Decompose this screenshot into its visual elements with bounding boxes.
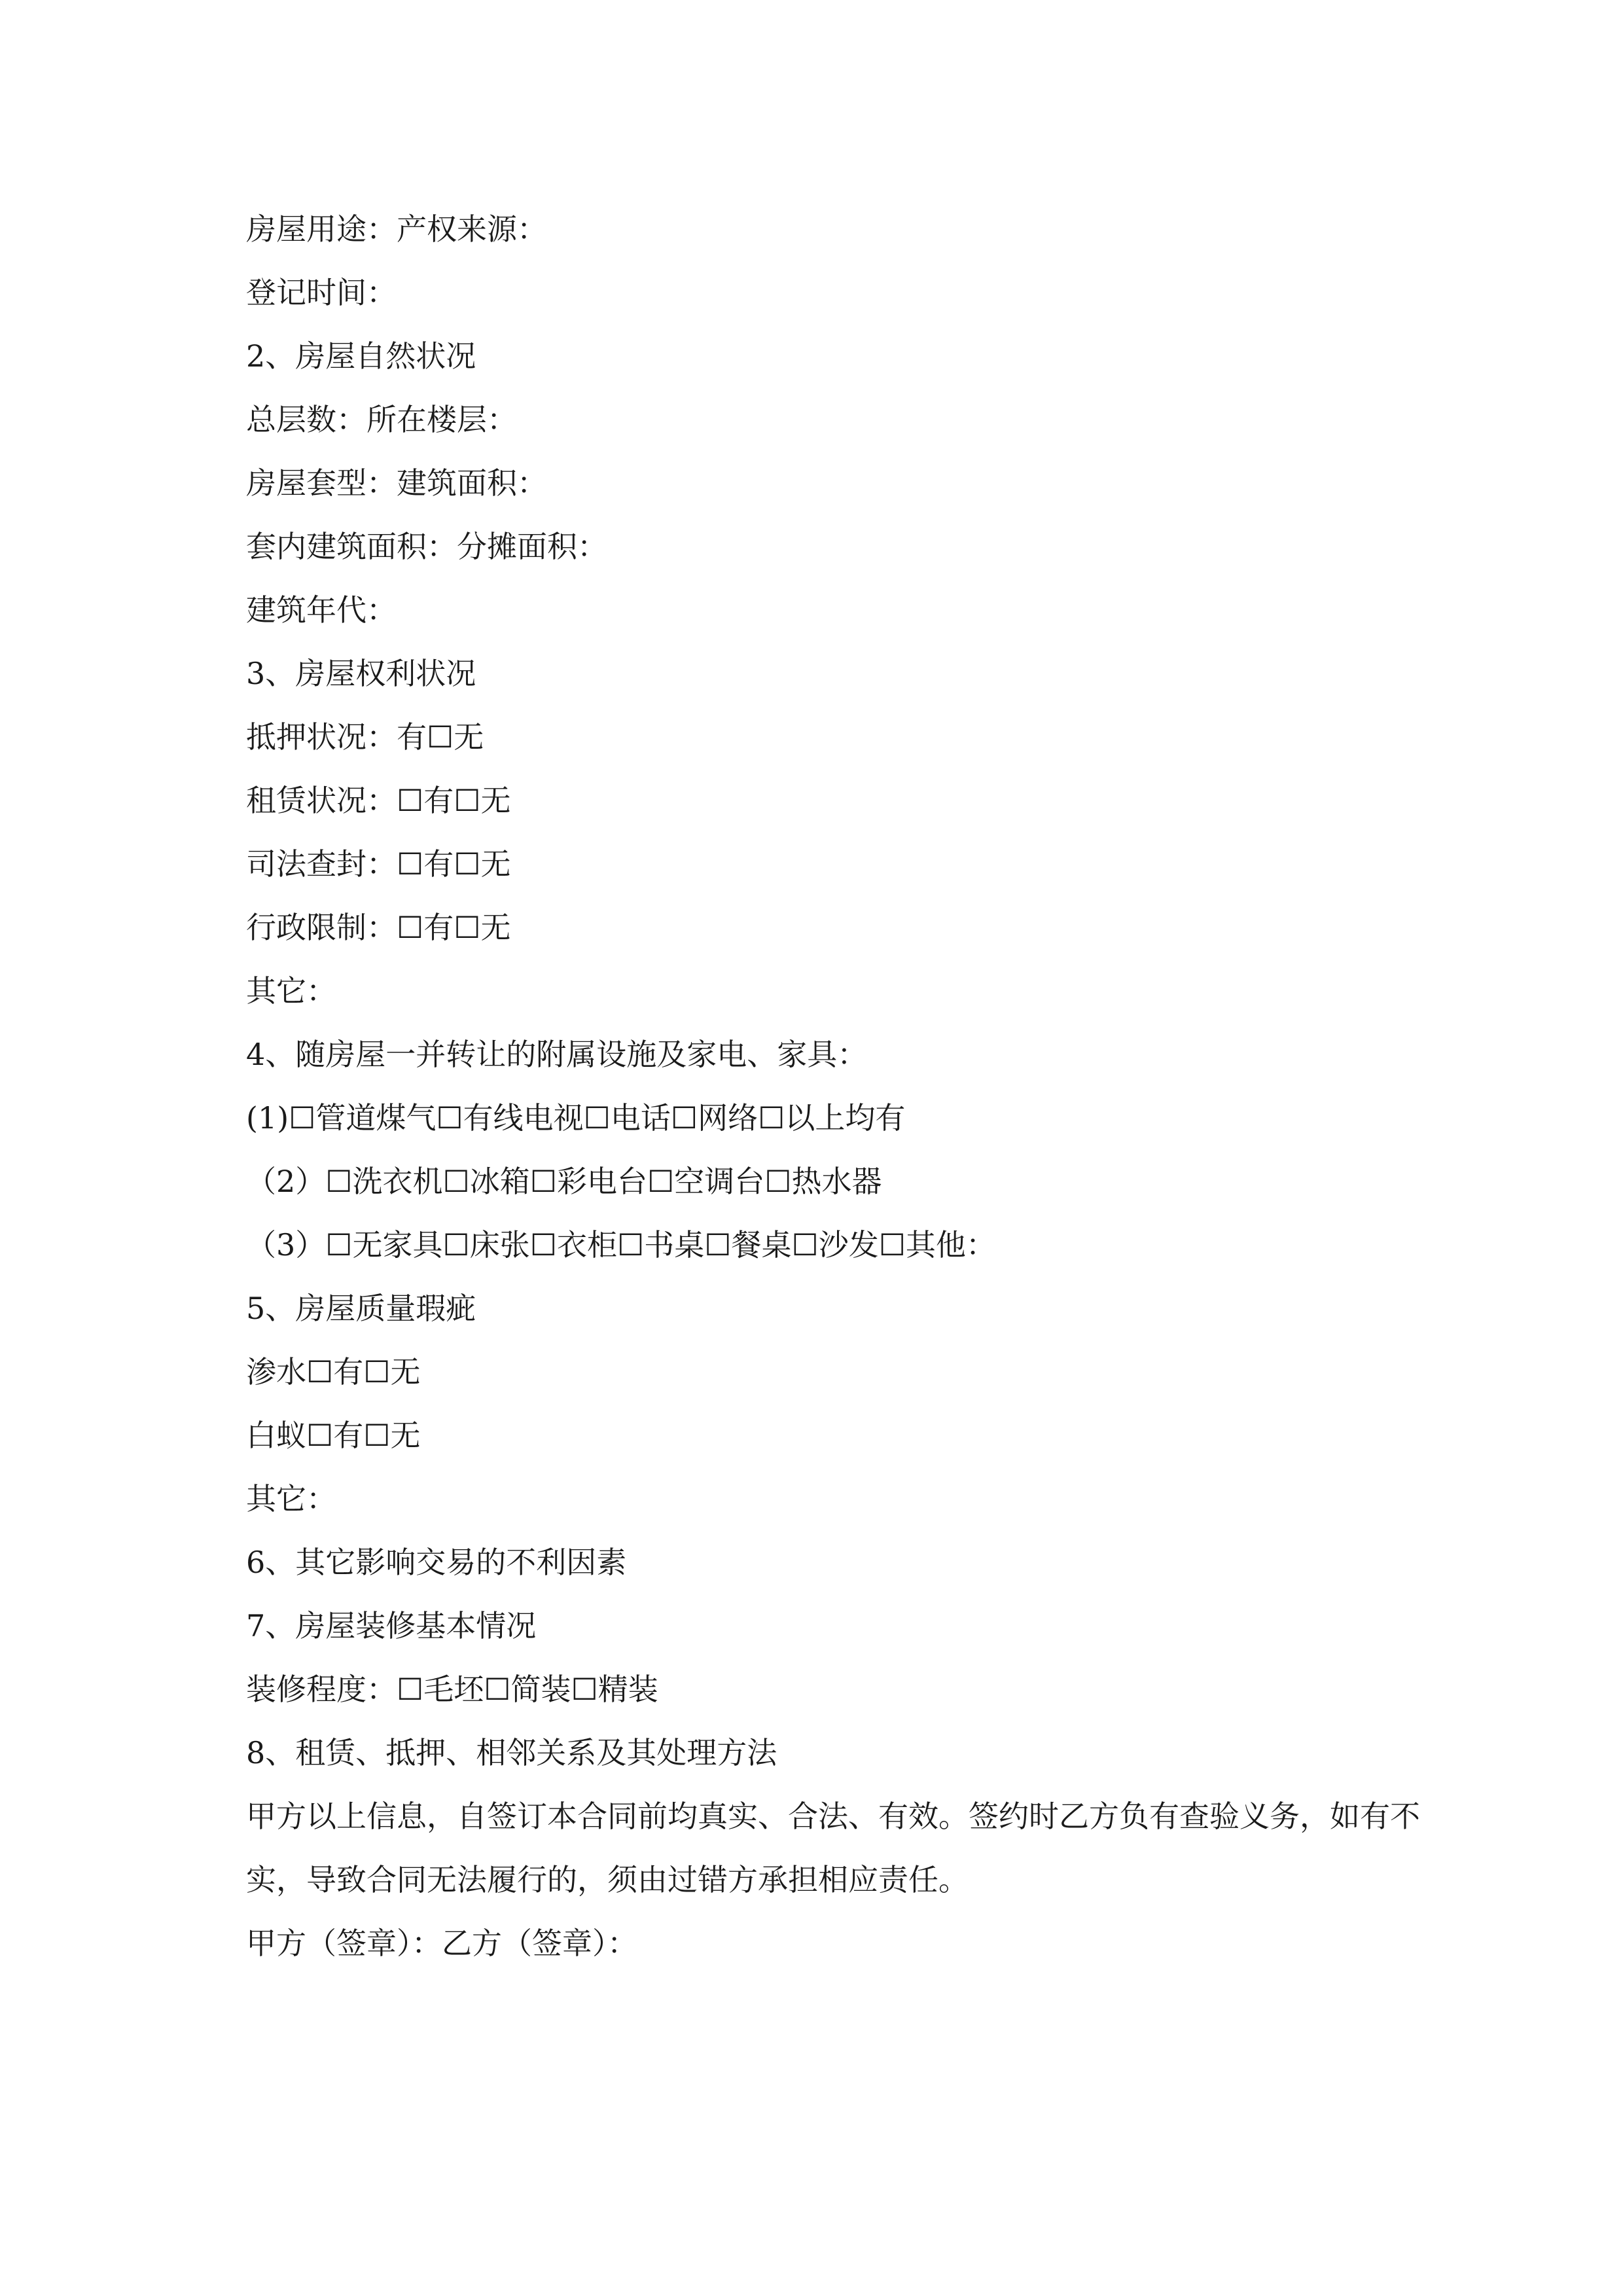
line-seepage: 渗水☐有☐无 (246, 1354, 421, 1390)
line-termites: 白蚁☐有☐无 (246, 1418, 421, 1453)
line-admin-restriction: 行政限制：☐有☐无 (246, 910, 511, 945)
line-inner-area: 套内建筑面积：分摊面积： (246, 529, 607, 564)
section-2-heading: 2、房屋自然状况 (246, 338, 476, 374)
line-registration-time: 登记时间： (246, 275, 397, 310)
line-usage-source: 房屋用途：产权来源： (246, 211, 547, 247)
line-build-year: 建筑年代： (246, 592, 397, 628)
line-judicial-seal: 司法查封：☐有☐无 (246, 846, 511, 882)
line-lease-status: 租赁状况：☐有☐无 (246, 783, 511, 818)
line-floors: 总层数：所在楼层： (246, 402, 517, 437)
section-4-heading: 4、随房屋一并转让的附属设施及家电、家具： (246, 1037, 868, 1072)
line-facilities-3: （3）☐无家具☐床张☐衣柜☐书桌☐餐桌☐沙发☐其他： (246, 1227, 996, 1263)
section-7-heading: 7、房屋装修基本情况 (246, 1608, 537, 1643)
signature-line: 甲方（签章）：乙方（签章）： (246, 1926, 637, 1961)
declaration-paragraph: 甲方以上信息，自签订本合同前均真实、合法、有效。签约时乙方负有查验义务，如有不实，导致合同无法履行的，须由过错方承担相应责任。 (246, 1799, 1420, 1897)
line-mortgage-status: 抵押状况：有☐无 (246, 719, 484, 755)
section-5-heading: 5、房屋质量瑕疵 (246, 1291, 476, 1326)
section-6-heading: 6、其它影响交易的不利因素 (246, 1545, 627, 1580)
section-8-heading: 8、租赁、抵押、相邻关系及其处理方法 (246, 1735, 777, 1770)
line-decoration-level: 装修程度：☐毛坯☐简装☐精装 (246, 1672, 658, 1707)
line-other-rights: 其它： (246, 973, 336, 1009)
line-layout-area: 房屋套型：建筑面积： (246, 465, 547, 501)
line-other-defects: 其它： (246, 1481, 336, 1516)
document-body (246, 198, 1424, 1975)
section-3-heading: 3、房屋权利状况 (246, 656, 476, 691)
line-facilities-2: （2）☐洗衣机☐冰箱☐彩电台☐空调台☐热水器 (246, 1164, 882, 1199)
line-facilities-1: (1)☐管道煤气☐有线电视☐电话☐网络☐以上均有 (246, 1100, 906, 1136)
